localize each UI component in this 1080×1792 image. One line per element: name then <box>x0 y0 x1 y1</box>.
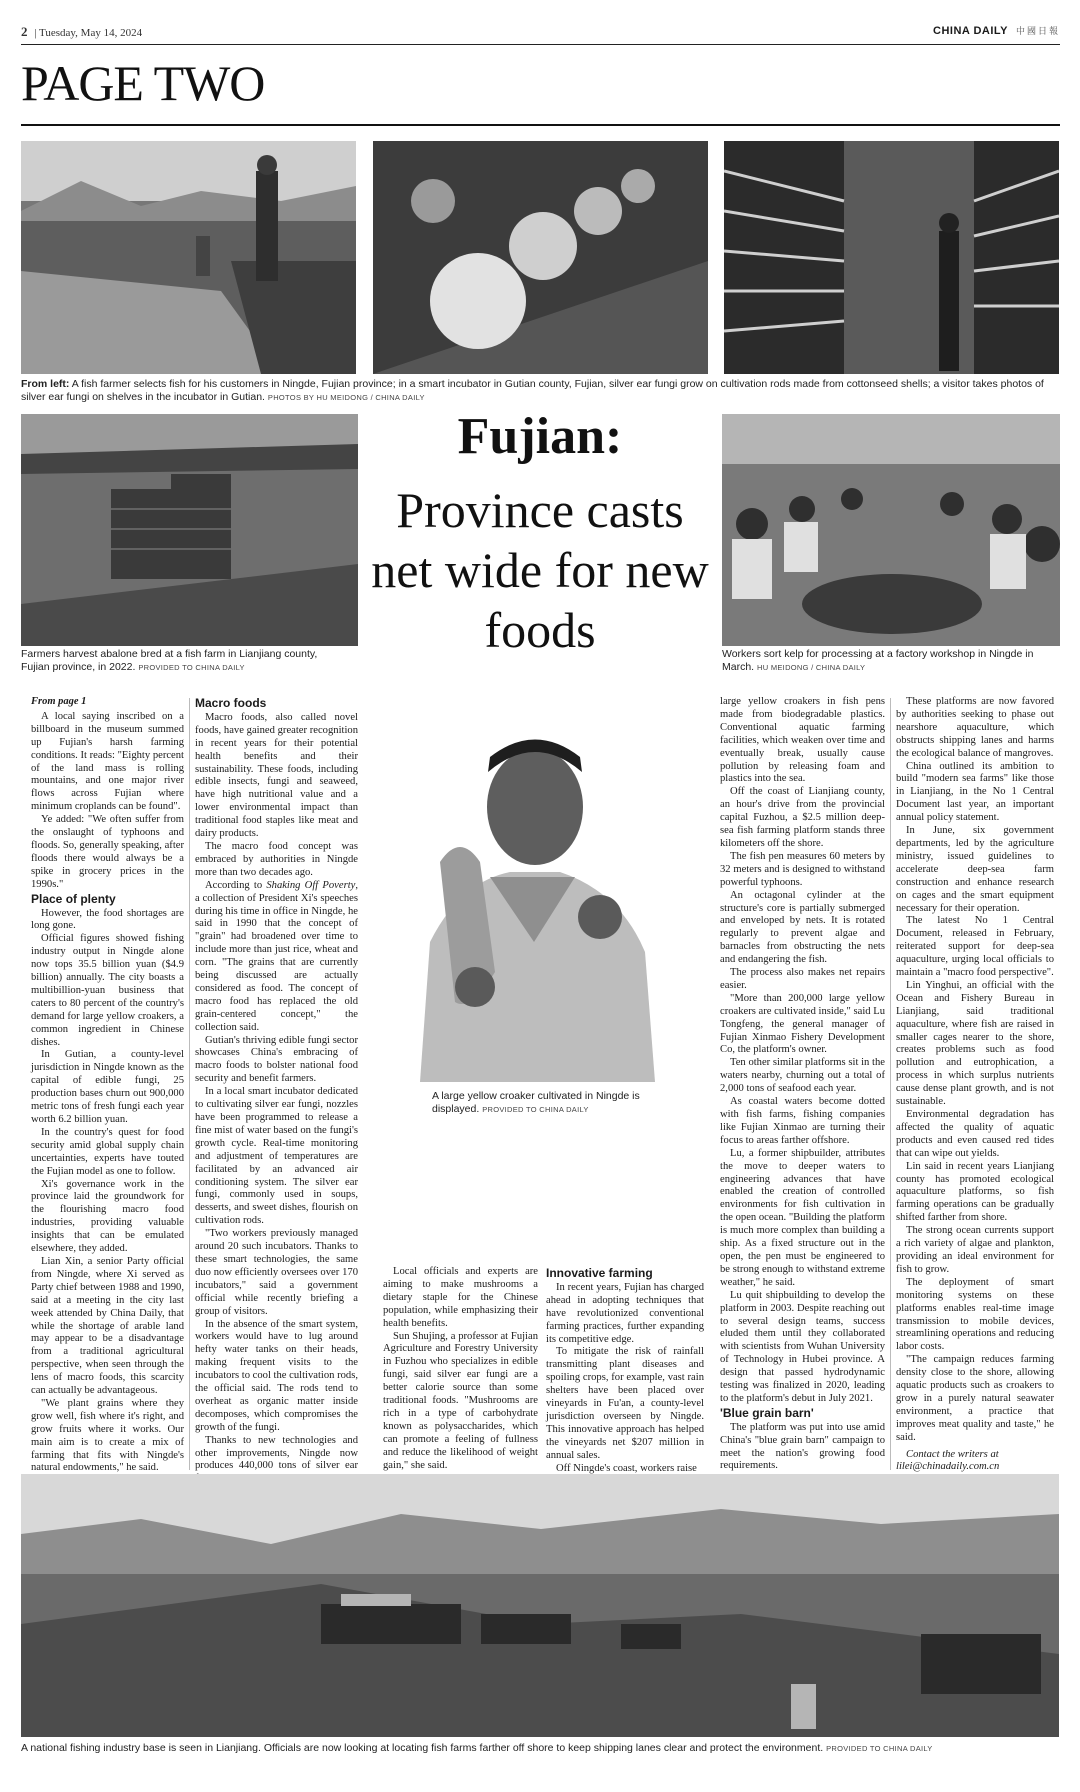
column-divider <box>189 698 190 1470</box>
issue-date: Tuesday, May 14, 2024 <box>39 27 143 39</box>
kelp-workers-photo <box>722 414 1060 646</box>
paragraph: A local saying inscribed on a billboard in the museum summed up Fujian's harsh farming conditions. It reads: "Eighty percent of the land mass is rolling mountains, and one major river flows across Fujian where minimum croplands can be found". <box>31 710 184 813</box>
abalone-credit: PROVIDED TO CHINA DAILY <box>138 663 245 672</box>
paragraph: "More than 200,000 large yellow croakers are cultivated inside," said Lu Tongfeng, the general manager of Fujian Xinmao Fishery Development Co, the platform's owner. <box>720 992 885 1056</box>
text-run: , a collection of President Xi's speeches during his time in office in Ningde, he said in 1990 that the concept of "grain" had broadened over time to include more than just rice, wheat and corn. "The grains that are currently being discussed are actually considered as food. The concept of macro food has replaced the old grain-centered concept," the collection said. <box>195 879 358 1033</box>
paragraph: The fish pen measures 60 meters by 32 meters and is designed to withstand powerful typhoons. <box>720 850 885 888</box>
subhead: Place of plenty <box>31 891 116 906</box>
paragraph: The strong ocean currents support a rich variety of algae and plankton, providing an ideal environment for fish to grow. <box>896 1225 1054 1275</box>
paragraph: Lin Yinghui, an official with the Ocean and Fishery Bureau in Lianjiang, said traditional aquaculture, where fish are raised in smaller cages nearer to the shore, creates problems such as food pollution and eutrophication, a process in which surplus nutrients cause dense plant growth, and is not sustainable. <box>896 979 1054 1108</box>
paragraph: large yellow croakers in fish pens made from biodegradable plastics. Conventional aquatic farming facilities, which weaken over time and eventually break, usually cause pollution by releasing foam and plastics into the sea. <box>720 696 885 785</box>
article-column-2 <box>195 696 358 1499</box>
contact-email[interactable]: lilei@chinadaily.com.cn <box>896 1461 1000 1473</box>
paragraph: In Gutian, a county-level jurisdiction in Ningde known as the capital of edible fungi, 25 production bases churn out 900,000 metric tons of fresh fungi each year worth 6.2 billion yuan. <box>31 1049 184 1125</box>
abalone-harvest-photo <box>21 414 358 646</box>
contact-line <box>896 1449 1054 1475</box>
caption-lead: From left: <box>21 378 70 390</box>
fishing-base-panorama-photo <box>21 1474 1059 1737</box>
paragraph: Ten other similar platforms sit in the waters nearby, churning out a total of 2,000 tons of seafood each year. <box>720 1057 885 1095</box>
silver-ear-fungi-photo <box>373 141 708 374</box>
paragraph: These platforms are now favored by authorities seeking to phase out nearshore aquaculture, which obstructs shipping lanes and harms the ecological balance of mangroves. <box>896 696 1054 759</box>
croaker-caption-text: A large yellow croaker cultivated in Ningde is displayed. <box>432 1090 640 1115</box>
abalone-caption-text: Farmers harvest abalone bred at a fish farm in Lianjiang county, Fujian province, in 2022. <box>21 648 318 673</box>
book-title: Shaking Off Poverty <box>266 879 356 891</box>
paragraph: Environmental degradation has affected the quality of aquatic products and even caused red tides that can wipe out yields. <box>896 1109 1054 1159</box>
paragraph: China outlined its ambition to build "modern sea farms" like those in Lianjiang, in the No 1 Central Document last year, an important annual policy statement. <box>896 760 1054 824</box>
fish-farmer-photo <box>21 141 356 374</box>
paragraph: Lu quit shipbuilding to develop the platform in 2003. Despite reaching out to several design teams, success eluded them until they collaborated with scientists from Wuhan University of Technology in Hubei province. A design that passed hydrodynamic testing was finalized in 2020, leading to the platform's debut in July 2021. <box>720 1289 885 1404</box>
paragraph: "The campaign reduces farming density close to the shore, allowing aquatic products such as croakers to grow in a purely natural seawater environment, a practice that improves meat quality and taste," he said. <box>896 1354 1054 1443</box>
continued-from: From page 1 <box>31 696 87 707</box>
paragraph: An octagonal cylinder at the structure's core is partially submerged and enveloped by nets. It is rotated regularly to prevent algae and barnacles from obstructing the nets and endangering the fish. <box>720 889 885 966</box>
paragraph: The platform was put into use amid China's "blue grain barn" campaign to meet the nation's growing food requirements. <box>720 1421 885 1472</box>
paragraph: In the country's quest for food security amid global supply chain uncertainties, experts have touted the Fujian model as one to follow. <box>31 1126 184 1177</box>
paragraph: Gutian's thriving edible fungi sector showcases China's embracing of macro foods to bolster national food security and benefit farmers. <box>195 1034 358 1085</box>
paragraph: Off Ningde's coast, workers raise <box>556 1462 697 1474</box>
paragraph: Macro foods, also called novel foods, have gained greater recognition in recent years for their potential health benefits and their sustainability. These foods, including edible insects, fungi and seaweed, have high nutritional value and a lower environmental impact than traditional food staples like meat and dairy products. <box>195 711 358 840</box>
bottom-photo-caption <box>21 1742 1061 1755</box>
paragraph: The macro food concept was embraced by authorities in Ningde more than two decades ago. <box>195 840 358 878</box>
bottom-credit: PROVIDED TO CHINA DAILY <box>826 1744 933 1753</box>
article-column-4 <box>546 1266 704 1476</box>
section-title: PAGE TWO <box>21 55 265 111</box>
paragraph: As coastal waters become dotted with fish farms, fishing companies like Fujian Xinmao are turning their focus to areas farther offshore. <box>720 1096 885 1146</box>
paragraph: Thanks to new technologies and other improvements, Ningde now produces 440,000 tons of silver ear <box>195 1434 358 1472</box>
workers-caption <box>722 648 1052 674</box>
paragraph: "We plant grains where they grow well, fish where it's right, and grow fruits where it works. Our main aim is to create a mix of farming that fits with Ningde's natural endowments," he said. <box>31 1397 184 1474</box>
top-photos-caption <box>21 378 1061 404</box>
paragraph: Lian Xin, a senior Party official from Ningde, where Xi served as Party chief between 1988 and 1990, said at a meeting in the city last week attended by China Daily, that while the shortage of arable land may appear to be a disadvantage from a traditional agricultural perspective, when seen through the lens of macro foods, this scarcity can actually be advantageous. <box>31 1255 184 1397</box>
article-column-6 <box>896 696 1054 1474</box>
paragraph: However, the food shortages are long gone. <box>31 907 184 932</box>
subhead: Macro foods <box>195 696 267 710</box>
masthead-cn: 中國日報 <box>1015 26 1060 36</box>
paragraph: Xi's governance work in the province laid the groundwork for the flourishing macro food industries, providing valuable insights that can be emulated elsewhere, they added. <box>31 1178 184 1255</box>
incubator-shelves-photo <box>724 141 1059 374</box>
paragraph: To mitigate the risk of rainfall transmitting plant diseases and spoiling crops, for example, vast rain shelters have been placed over vineyards in Fu'an, a county-level jurisdiction overseen by Ningde. This innovative approach has helped the vineyards net $207 million in annual sales. <box>546 1346 704 1461</box>
masthead-name: CHINA DAILY <box>933 25 1008 37</box>
subhead: Innovative farming <box>546 1266 653 1280</box>
masthead <box>933 24 1060 37</box>
article-column-3 <box>383 1266 538 1473</box>
caption-text: A fish farmer selects fish for his customers in Ningde, Fujian province; in a smart incubator in Gutian county, Fujian, silver ear fungi grow on cultivation rods made from cottonseed shells; a visitor takes photos of silver ear fungi on shelves in the incubator in Gutian. <box>21 378 1044 403</box>
paragraph <box>195 880 358 1035</box>
paragraph: The deployment of smart monitoring systems on these platforms enables real-time image transmission to mobile devices, streamlining operations and reducing labor costs. <box>896 1276 1054 1353</box>
paragraph: Official figures showed fishing industry output in Ningde alone now tops 35.5 billion yuan ($4.9 billion) annually. The city boasts a multibillion-yuan business that caters to 80 percent of the country's demand for large yellow croakers, a common ingredient in Chinese dishes. <box>31 933 184 1048</box>
page-header-left <box>21 24 142 40</box>
abalone-caption <box>21 648 341 674</box>
paragraph: Ye added: "We often suffer from the onslaught of typhoons and floods. So, generally speaking, after floods there would always be a spike in grocery prices in the 1990s." <box>31 814 184 890</box>
paragraph: The latest No 1 Central Document, released in February, reiterated support for deep-sea aquaculture, urging local officials to maintain a "macro food perspective". <box>896 915 1054 979</box>
headline-kicker: Fujian: <box>457 408 623 465</box>
bottom-caption-text: A national fishing industry base is seen in Lianjiang. Officials are now looking at locating fish farms farther off shore to keep shipping lanes clear and protect the environment. <box>21 1742 824 1754</box>
contact-label: Contact the writers at <box>906 1448 999 1460</box>
paragraph: In June, six government departments, led by the agriculture ministry, issued guidelines to accelerate deep-sea farm construction and enhance research on cages and the smart equipment necessary for their operation. <box>896 825 1054 914</box>
paragraph: In a local smart incubator dedicated to cultivating silver ear fungi, nozzles have been programmed to release a fine mist of water based on the fungi's growth cycle. Real-time monitoring and adjustment of temperatures are facilitated by an advanced air conditioning system. The silver ear fungi, commonly used in soups, desserts, and sweet dishes, flourish on cultivation rods. <box>195 1086 358 1227</box>
paragraph: The process also makes net repairs easier. <box>720 967 885 991</box>
paragraph: In recent years, Fujian has charged ahead in adopting techniques that have revolutionized conventional farming practices, further expanding its competitive edge. <box>546 1281 704 1345</box>
column-divider <box>890 698 891 1470</box>
paragraph: Lin said in recent years Lianjiang county has promoted ecological aquaculture platforms, so fish farming operations can be gradually shifted farther from shore. <box>896 1160 1054 1224</box>
croaker-portrait-photo <box>400 712 668 1082</box>
header-rule <box>21 44 1060 45</box>
header-divider: | <box>34 27 37 39</box>
croaker-caption <box>432 1090 672 1116</box>
paragraph: Lu, a former shipbuilder, attributes the move to deeper waters to engineering advances that have enabled the creation of controlled environments for fish cultivation in the open ocean. "Building the platform is much more complex than building a ship. As a fixed structure out in the open, the pen must be engineered to be strong enough to withstand extreme weather," he said. <box>720 1147 885 1288</box>
article-column-5 <box>720 696 885 1473</box>
title-rule <box>21 124 1060 126</box>
article-column-1 <box>31 696 184 1475</box>
workers-credit: HU MEIDONG / CHINA DAILY <box>757 663 866 672</box>
paragraph: In the absence of the smart system, workers would have to lug around hefty water tanks on their heads, making frequent visits to the incubators to cool the cultivation rods, the official said. The rods tend to overheat as organic matter inside decomposes, which compromises the growth of the fungi. <box>195 1318 358 1433</box>
paragraph: Sun Shujing, a professor at Fujian Agriculture and Forestry University in Fuzhou who specializes in edible fungi, said silver ear fungi are a better calorie source than some traditional foods. "Mushrooms are rich in a type of carbohydrate known as polysaccharides, which can promote a feeling of fullness and reduce the likelihood of weight gain," she said. <box>383 1330 538 1471</box>
subhead: 'Blue grain barn' <box>720 1405 814 1420</box>
page-number: 2 <box>21 24 28 39</box>
paragraph: Local officials and experts are aiming to make mushrooms a dietary staple for the Chinese population, while emphasizing their health benefits. <box>383 1266 538 1329</box>
paragraph: "Two workers previously managed around 20 such incubators. Thanks to these smart technologies, the same duo now efficiently oversees over 170 incubators," said a government official while recently briefing a group of visitors. <box>195 1228 358 1317</box>
workers-caption-text: Workers sort kelp for processing at a factory workshop in Ningde in March. <box>722 648 1034 673</box>
photo-credit: PHOTOS BY HU MEIDONG / CHINA DAILY <box>267 393 425 402</box>
text-run: According to <box>205 879 267 891</box>
headline-main: Province casts net wide for new foods <box>371 482 709 658</box>
croaker-credit: PROVIDED TO CHINA DAILY <box>482 1105 589 1114</box>
paragraph: Off the coast of Lianjiang county, an hour's drive from the provincial capital Fuzhou, a $2.5 million deep-sea fish farming platform stands three kilometers off the shore. <box>720 786 885 849</box>
